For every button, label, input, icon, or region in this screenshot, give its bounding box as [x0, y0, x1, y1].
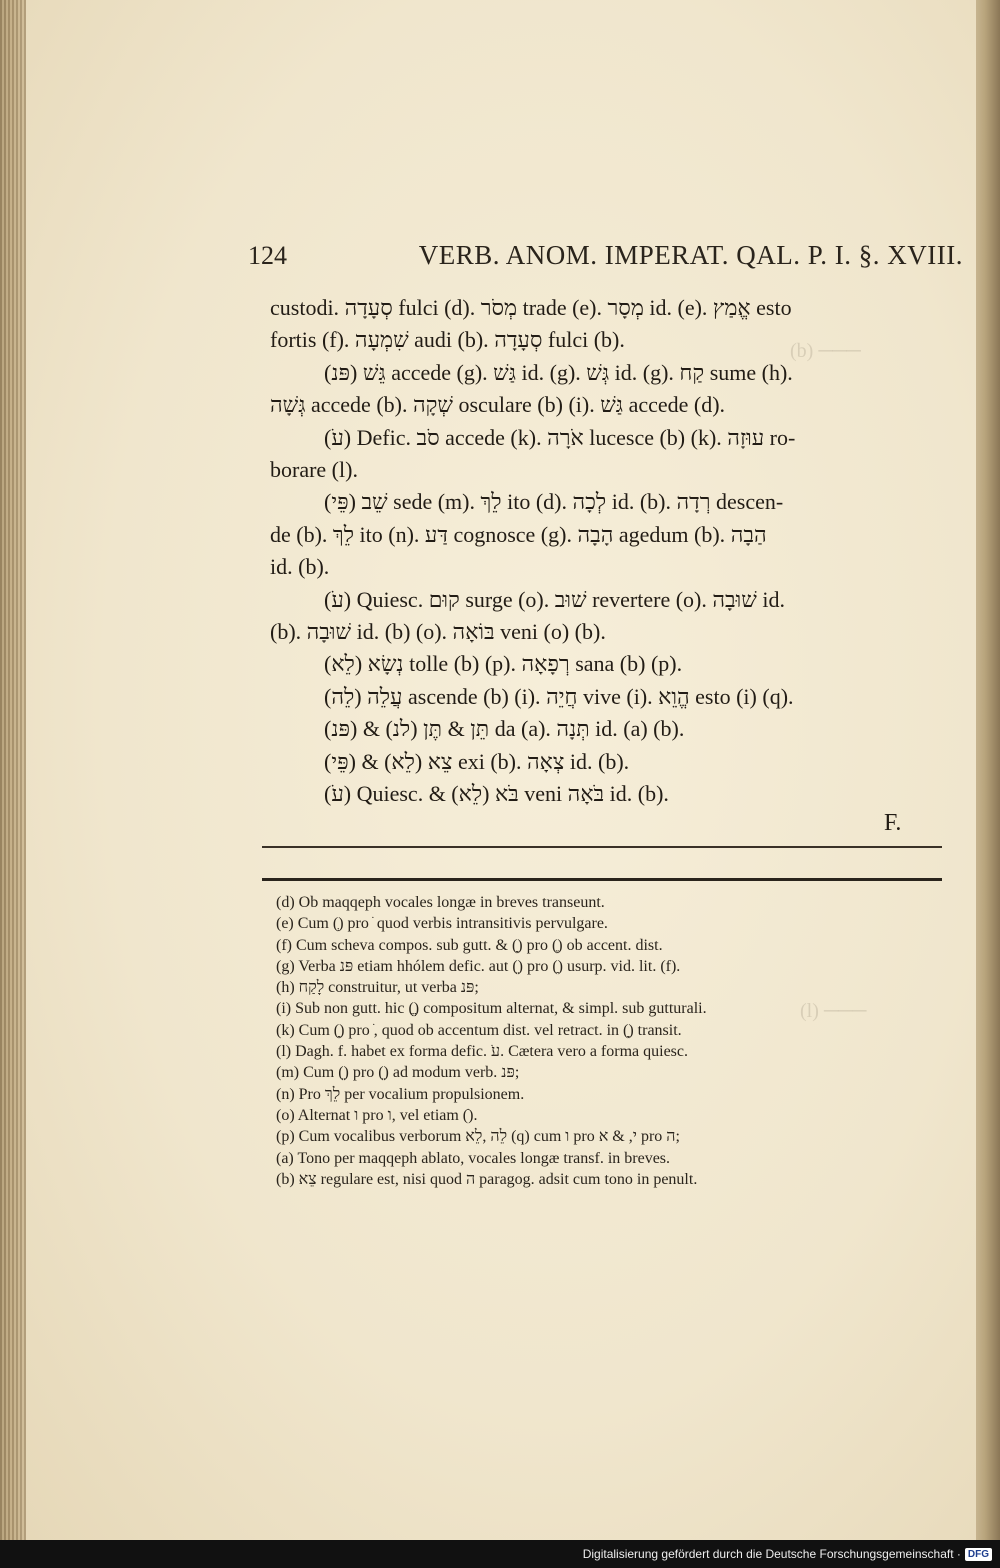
- digitization-footer: [0, 1540, 1000, 1568]
- text-line: custodi. סְעָדָה fulci (d). מְסֹר trade (e). מְסָר id. (e). אֱמַץ esto: [270, 295, 792, 320]
- footnote: (l) Dagh. f. habet ex forma defic. עֹ. Cætera vero a forma quiesc.: [276, 1043, 689, 1061]
- main-text: [270, 292, 950, 811]
- text-line: (פֵּי) שֵׁב sede (m). לֵךְ ito (d). לְכָה id. (b). רְדָה descen-: [324, 489, 784, 515]
- text-line: (b). שׁוּבָה id. (b) (o). בּוֹאָה veni (o) (b).: [270, 619, 606, 645]
- footnote: (i) Sub non gutt. hic (ֱ) compositum alternat, & simpl. sub gutturali.: [276, 1000, 707, 1018]
- text-line: (פֵּי) & (לֵא) צֵא exi (b). צְאָה id. (b).: [324, 748, 630, 774]
- divider-rule-thick: [262, 878, 942, 881]
- text-line: (עֹ) Quiesc. & (לֵא) בֹּא veni בֹּאָה id. (b).: [324, 781, 669, 807]
- text-line: (פּנ) גֵּשׁ accede (g). גַּשׁ id. (g). גְּשׁ id. (g). קַח sume (h).: [324, 359, 793, 385]
- footnote: (p) Cum vocalibus verborum לֵה ,לֵא (q) cum ו pro י, & א pro ה;: [276, 1128, 680, 1146]
- footnote: (m) Cum (ֵ) pro (ֵ) ad modum verb. פּנ;: [276, 1064, 520, 1082]
- text-line: id. (b).: [270, 554, 330, 580]
- dfg-logo: DFG: [965, 1548, 992, 1561]
- footnote: (e) Cum (ְ) pro ֹ quod verbis intransitivis pervulgare.: [276, 915, 608, 933]
- footnote: (a) Tono per maqqeph ablato, vocales longæ transf. in breves.: [276, 1149, 671, 1167]
- divider-rule: [262, 846, 942, 848]
- footnote: (k) Cum (ָ) pro ֹ, quod ob accentum dist. vel retract. in (ָ) transit.: [276, 1021, 682, 1039]
- page-number: 124: [248, 241, 287, 270]
- text-line: de (b). לֵךְ ito (n). דַּע cognosce (g). הָבָה agedum (b). הַבָה: [270, 521, 767, 547]
- page-header: [248, 240, 963, 271]
- footnote: (f) Cum scheva compos. sub gutt. & (ָ) pro (ֶ) ob accent. dist.: [276, 936, 663, 954]
- text-line: גְּשָׁה accede (b). שְׁקָה osculare (b) (i). גַּשׁ accede (d).: [270, 392, 726, 418]
- footnote: (b) צֵא regulare est, nisi quod ה paragog. adsit cum tono in penult.: [276, 1170, 698, 1188]
- footnote: (n) Pro לֵךְ per vocalium propulsionem.: [276, 1085, 525, 1103]
- text-line: (לֵה) עֲלֵה ascende (b) (i). חֲיֵה vive (i). הֱוֵא esto (i) (q).: [324, 683, 794, 709]
- footnote: (g) Verba פּנ etiam hhólem defic. aut (ֵ) pro (ַ) usurp. vid. lit. (f).: [276, 957, 681, 975]
- signature-mark: F.: [884, 810, 902, 836]
- text-line: fortis (f). שִׁמְעָה audi (b). סְעָדָה fulci (b).: [270, 327, 625, 353]
- text-line: (פּנ) & (לנ) תֵּן & תֶּן da (a). תְּנָה id. (a) (b).: [324, 716, 685, 742]
- text-line: (עֹ) Defic. סֹב accede (k). אֹרָה lucesce (b) (k). עוּזָה ro-: [324, 424, 796, 450]
- page-edge: [0, 0, 26, 1568]
- footnote: (h) לָקַח construitur, ut verba פּנ;: [276, 979, 479, 997]
- footer-credit: Digitalisierung gefördert durch die Deutsche Forschungsgemeinschaft ·: [582, 1547, 961, 1561]
- text-line: (עֹ) Quiesc. קוּם surge (o). שׁוּב revertere (o). שׁוּבָה id.: [324, 586, 785, 612]
- text-line: (לֵא) נְשָׂא tolle (b) (p). רְפָאָה sana (b) (p).: [324, 651, 683, 677]
- running-title: VERB. ANOM. IMPERAT. QAL. P. I. §. XVIII.: [418, 240, 963, 270]
- footnote: (d) Ob maqqeph vocales longæ in breves transeunt.: [276, 894, 605, 911]
- footnotes: [276, 892, 936, 1190]
- text-line: borare (l).: [270, 457, 358, 483]
- footnote: (o) Alternat ו pro ו, vel etiam (ֹ).: [276, 1106, 478, 1124]
